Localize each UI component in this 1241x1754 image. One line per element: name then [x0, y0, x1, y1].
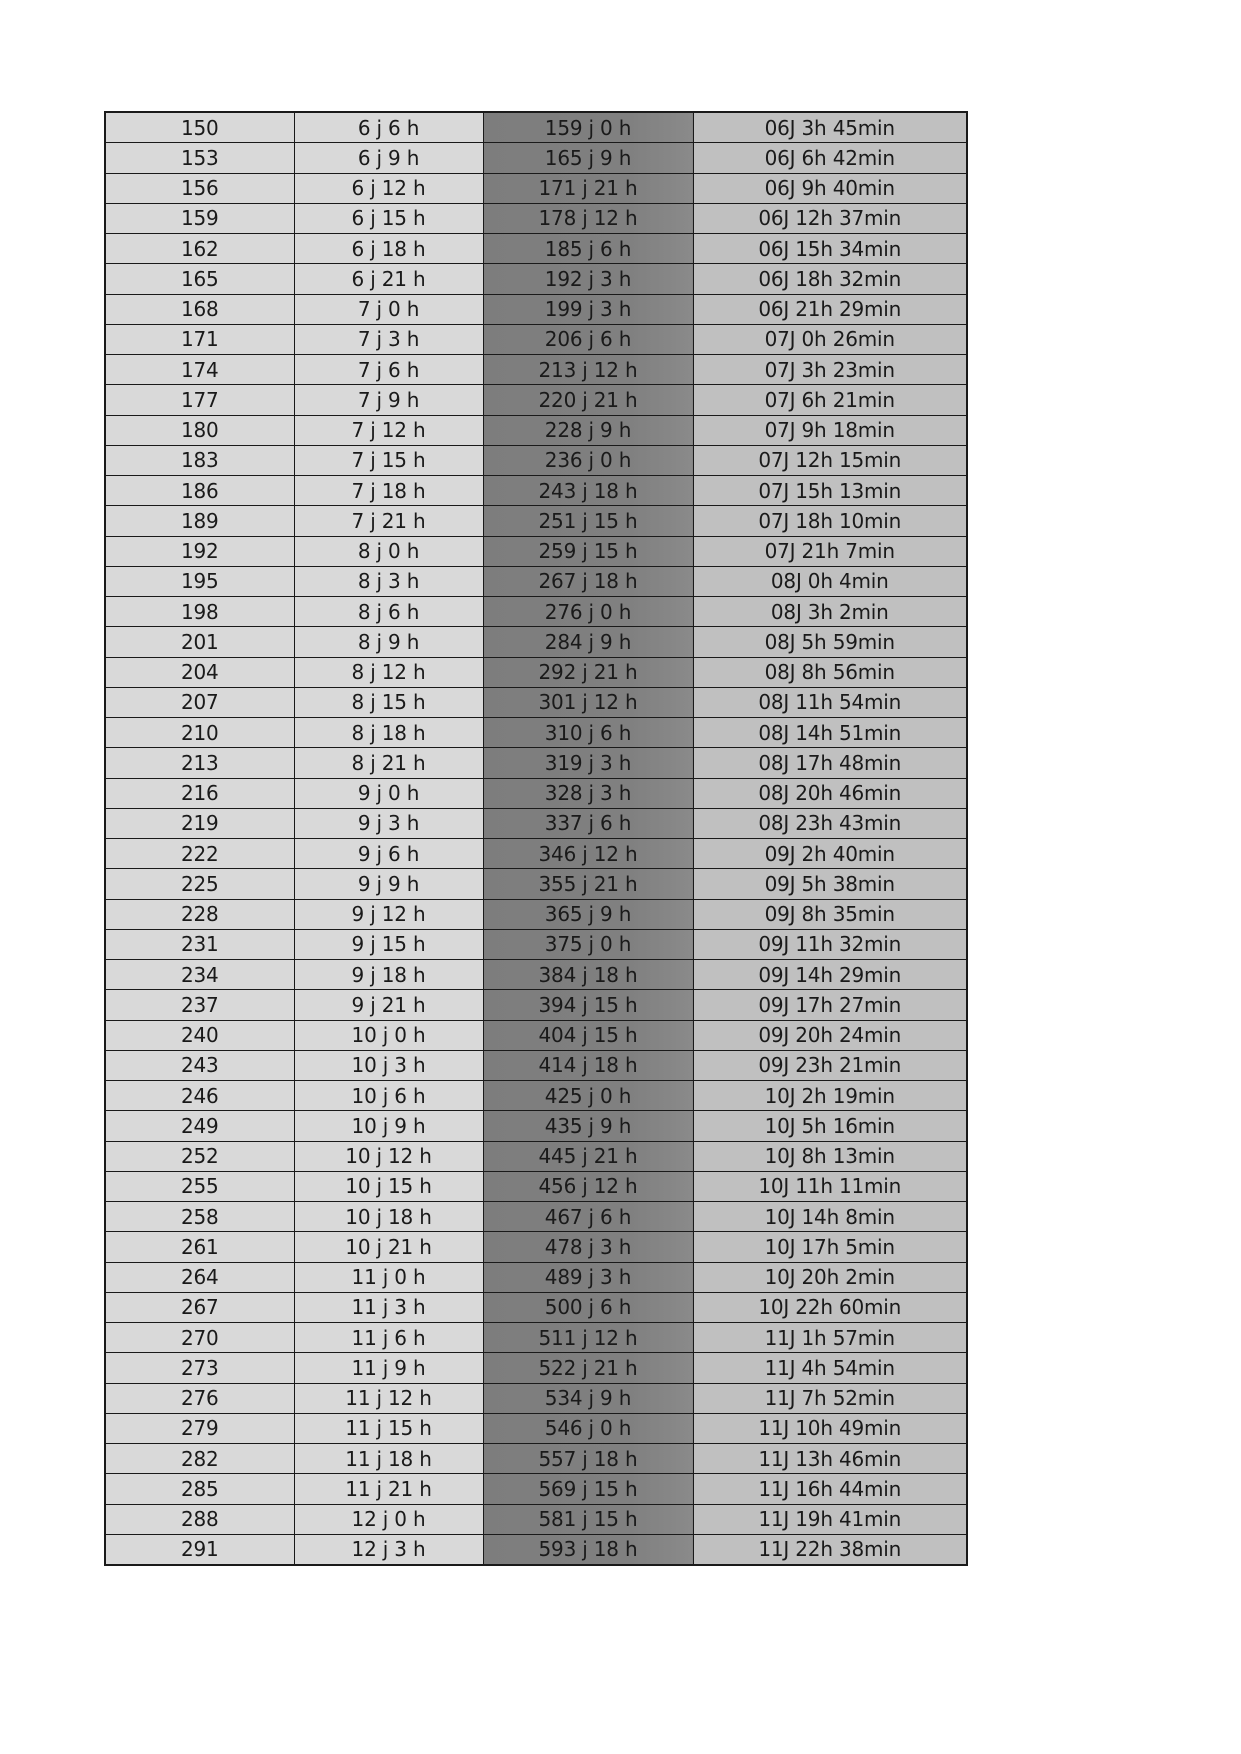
cell-duration: 09J 8h 35min — [693, 899, 967, 929]
cell-days-hours: 11 j 18 h — [294, 1444, 483, 1474]
cell-duration: 06J 6h 42min — [693, 143, 967, 173]
cell-total-days-hours: 355 j 21 h — [483, 869, 693, 899]
cell-total-days-hours: 534 j 9 h — [483, 1383, 693, 1413]
cell-total-days-hours: 511 j 12 h — [483, 1323, 693, 1353]
cell-value: 180 — [105, 415, 294, 445]
cell-days-hours: 7 j 18 h — [294, 476, 483, 506]
table-row — [105, 1444, 967, 1474]
table-row — [105, 1081, 967, 1111]
cell-duration: 10J 11h 11min — [693, 1171, 967, 1201]
cell-total-days-hours: 500 j 6 h — [483, 1292, 693, 1322]
table-row — [105, 173, 967, 203]
table-row — [105, 1323, 967, 1353]
table-row — [105, 445, 967, 475]
cell-duration: 09J 23h 21min — [693, 1050, 967, 1080]
table-row — [105, 476, 967, 506]
cell-total-days-hours: 259 j 15 h — [483, 536, 693, 566]
cell-value: 237 — [105, 990, 294, 1020]
cell-value: 231 — [105, 929, 294, 959]
table-row — [105, 929, 967, 959]
cell-value: 225 — [105, 869, 294, 899]
cell-total-days-hours: 213 j 12 h — [483, 355, 693, 385]
cell-days-hours: 7 j 6 h — [294, 355, 483, 385]
cell-duration: 06J 18h 32min — [693, 264, 967, 294]
cell-days-hours: 9 j 9 h — [294, 869, 483, 899]
cell-duration: 11J 16h 44min — [693, 1474, 967, 1504]
cell-days-hours: 6 j 18 h — [294, 234, 483, 264]
cell-duration: 11J 13h 46min — [693, 1444, 967, 1474]
cell-value: 156 — [105, 173, 294, 203]
cell-value: 288 — [105, 1504, 294, 1534]
cell-days-hours: 11 j 15 h — [294, 1413, 483, 1443]
cell-total-days-hours: 404 j 15 h — [483, 1020, 693, 1050]
table-row — [105, 899, 967, 929]
cell-value: 201 — [105, 627, 294, 657]
cell-total-days-hours: 456 j 12 h — [483, 1171, 693, 1201]
cell-value: 192 — [105, 536, 294, 566]
cell-total-days-hours: 292 j 21 h — [483, 657, 693, 687]
table-row — [105, 1474, 967, 1504]
cell-total-days-hours: 425 j 0 h — [483, 1081, 693, 1111]
cell-total-days-hours: 478 j 3 h — [483, 1232, 693, 1262]
table-row — [105, 808, 967, 838]
cell-total-days-hours: 243 j 18 h — [483, 476, 693, 506]
cell-value: 177 — [105, 385, 294, 415]
cell-total-days-hours: 467 j 6 h — [483, 1202, 693, 1232]
cell-value: 273 — [105, 1353, 294, 1383]
cell-duration: 07J 18h 10min — [693, 506, 967, 536]
cell-value: 279 — [105, 1413, 294, 1443]
cell-days-hours: 7 j 0 h — [294, 294, 483, 324]
cell-total-days-hours: 206 j 6 h — [483, 324, 693, 354]
cell-duration: 08J 20h 46min — [693, 778, 967, 808]
cell-days-hours: 11 j 12 h — [294, 1383, 483, 1413]
cell-days-hours: 10 j 0 h — [294, 1020, 483, 1050]
cell-days-hours: 8 j 3 h — [294, 566, 483, 596]
cell-value: 267 — [105, 1292, 294, 1322]
cell-duration: 10J 17h 5min — [693, 1232, 967, 1262]
table-row — [105, 597, 967, 627]
cell-duration: 08J 11h 54min — [693, 687, 967, 717]
cell-days-hours: 7 j 21 h — [294, 506, 483, 536]
cell-duration: 07J 3h 23min — [693, 355, 967, 385]
table-row — [105, 687, 967, 717]
data-table — [104, 111, 968, 1566]
cell-duration: 06J 21h 29min — [693, 294, 967, 324]
cell-duration: 08J 3h 2min — [693, 597, 967, 627]
cell-days-hours: 6 j 12 h — [294, 173, 483, 203]
cell-total-days-hours: 394 j 15 h — [483, 990, 693, 1020]
cell-days-hours: 12 j 0 h — [294, 1504, 483, 1534]
cell-total-days-hours: 220 j 21 h — [483, 385, 693, 415]
cell-total-days-hours: 310 j 6 h — [483, 718, 693, 748]
cell-value: 264 — [105, 1262, 294, 1292]
table-row — [105, 960, 967, 990]
cell-days-hours: 9 j 15 h — [294, 929, 483, 959]
cell-total-days-hours: 319 j 3 h — [483, 748, 693, 778]
cell-days-hours: 6 j 15 h — [294, 203, 483, 233]
table-row — [105, 1111, 967, 1141]
cell-total-days-hours: 251 j 15 h — [483, 506, 693, 536]
cell-days-hours: 10 j 12 h — [294, 1141, 483, 1171]
cell-duration: 07J 12h 15min — [693, 445, 967, 475]
cell-days-hours: 6 j 21 h — [294, 264, 483, 294]
cell-value: 150 — [105, 112, 294, 143]
cell-value: 261 — [105, 1232, 294, 1262]
cell-duration: 09J 14h 29min — [693, 960, 967, 990]
cell-value: 159 — [105, 203, 294, 233]
cell-value: 213 — [105, 748, 294, 778]
cell-total-days-hours: 375 j 0 h — [483, 929, 693, 959]
cell-days-hours: 11 j 21 h — [294, 1474, 483, 1504]
cell-days-hours: 8 j 18 h — [294, 718, 483, 748]
table-row — [105, 203, 967, 233]
cell-value: 210 — [105, 718, 294, 748]
cell-value: 282 — [105, 1444, 294, 1474]
cell-value: 168 — [105, 294, 294, 324]
cell-duration: 11J 1h 57min — [693, 1323, 967, 1353]
cell-days-hours: 11 j 3 h — [294, 1292, 483, 1322]
table-row — [105, 234, 967, 264]
cell-total-days-hours: 267 j 18 h — [483, 566, 693, 596]
cell-value: 222 — [105, 839, 294, 869]
cell-duration: 09J 20h 24min — [693, 1020, 967, 1050]
cell-days-hours: 10 j 21 h — [294, 1232, 483, 1262]
cell-duration: 07J 21h 7min — [693, 536, 967, 566]
table-body — [105, 112, 967, 1565]
cell-duration: 07J 0h 26min — [693, 324, 967, 354]
table-row — [105, 536, 967, 566]
cell-days-hours: 6 j 6 h — [294, 112, 483, 143]
cell-total-days-hours: 414 j 18 h — [483, 1050, 693, 1080]
cell-total-days-hours: 185 j 6 h — [483, 234, 693, 264]
cell-days-hours: 8 j 15 h — [294, 687, 483, 717]
cell-value: 255 — [105, 1171, 294, 1201]
cell-value: 249 — [105, 1111, 294, 1141]
cell-total-days-hours: 276 j 0 h — [483, 597, 693, 627]
cell-days-hours: 8 j 0 h — [294, 536, 483, 566]
cell-value: 240 — [105, 1020, 294, 1050]
cell-total-days-hours: 489 j 3 h — [483, 1262, 693, 1292]
table-row — [105, 990, 967, 1020]
cell-total-days-hours: 384 j 18 h — [483, 960, 693, 990]
table-row — [105, 112, 967, 143]
cell-days-hours: 8 j 6 h — [294, 597, 483, 627]
cell-days-hours: 6 j 9 h — [294, 143, 483, 173]
cell-value: 165 — [105, 264, 294, 294]
cell-total-days-hours: 593 j 18 h — [483, 1534, 693, 1565]
cell-days-hours: 7 j 3 h — [294, 324, 483, 354]
table-row — [105, 1262, 967, 1292]
cell-total-days-hours: 365 j 9 h — [483, 899, 693, 929]
table-row — [105, 1050, 967, 1080]
cell-value: 207 — [105, 687, 294, 717]
cell-duration: 06J 12h 37min — [693, 203, 967, 233]
cell-total-days-hours: 557 j 18 h — [483, 1444, 693, 1474]
cell-days-hours: 7 j 15 h — [294, 445, 483, 475]
cell-duration: 11J 4h 54min — [693, 1353, 967, 1383]
cell-total-days-hours: 199 j 3 h — [483, 294, 693, 324]
table-row — [105, 385, 967, 415]
table-row — [105, 1141, 967, 1171]
cell-total-days-hours: 569 j 15 h — [483, 1474, 693, 1504]
cell-days-hours: 11 j 9 h — [294, 1353, 483, 1383]
cell-value: 246 — [105, 1081, 294, 1111]
cell-duration: 08J 17h 48min — [693, 748, 967, 778]
table-row — [105, 324, 967, 354]
cell-duration: 09J 2h 40min — [693, 839, 967, 869]
cell-value: 285 — [105, 1474, 294, 1504]
cell-value: 243 — [105, 1050, 294, 1080]
table-row — [105, 1534, 967, 1565]
table-row — [105, 506, 967, 536]
cell-total-days-hours: 435 j 9 h — [483, 1111, 693, 1141]
cell-value: 219 — [105, 808, 294, 838]
table-row — [105, 1020, 967, 1050]
cell-total-days-hours: 546 j 0 h — [483, 1413, 693, 1443]
cell-value: 183 — [105, 445, 294, 475]
cell-duration: 10J 22h 60min — [693, 1292, 967, 1322]
cell-days-hours: 9 j 6 h — [294, 839, 483, 869]
cell-value: 204 — [105, 657, 294, 687]
table-row — [105, 1413, 967, 1443]
cell-value: 234 — [105, 960, 294, 990]
table-row — [105, 748, 967, 778]
cell-total-days-hours: 192 j 3 h — [483, 264, 693, 294]
table-row — [105, 839, 967, 869]
table-row — [105, 1171, 967, 1201]
cell-value: 189 — [105, 506, 294, 536]
cell-value: 228 — [105, 899, 294, 929]
cell-total-days-hours: 284 j 9 h — [483, 627, 693, 657]
cell-duration: 07J 15h 13min — [693, 476, 967, 506]
table-row — [105, 415, 967, 445]
cell-value: 171 — [105, 324, 294, 354]
cell-total-days-hours: 178 j 12 h — [483, 203, 693, 233]
cell-value: 153 — [105, 143, 294, 173]
table-row — [105, 1353, 967, 1383]
cell-value: 174 — [105, 355, 294, 385]
cell-value: 216 — [105, 778, 294, 808]
cell-days-hours: 7 j 9 h — [294, 385, 483, 415]
cell-value: 195 — [105, 566, 294, 596]
cell-duration: 10J 14h 8min — [693, 1202, 967, 1232]
cell-duration: 06J 9h 40min — [693, 173, 967, 203]
table-row — [105, 627, 967, 657]
cell-total-days-hours: 171 j 21 h — [483, 173, 693, 203]
table-row — [105, 264, 967, 294]
cell-value: 270 — [105, 1323, 294, 1353]
cell-days-hours: 9 j 21 h — [294, 990, 483, 1020]
cell-total-days-hours: 159 j 0 h — [483, 112, 693, 143]
cell-value: 291 — [105, 1534, 294, 1565]
cell-days-hours: 8 j 12 h — [294, 657, 483, 687]
cell-total-days-hours: 337 j 6 h — [483, 808, 693, 838]
cell-value: 276 — [105, 1383, 294, 1413]
cell-duration: 08J 5h 59min — [693, 627, 967, 657]
cell-duration: 06J 15h 34min — [693, 234, 967, 264]
cell-value: 186 — [105, 476, 294, 506]
cell-total-days-hours: 165 j 9 h — [483, 143, 693, 173]
cell-days-hours: 11 j 6 h — [294, 1323, 483, 1353]
cell-duration: 07J 6h 21min — [693, 385, 967, 415]
cell-duration: 10J 2h 19min — [693, 1081, 967, 1111]
table-row — [105, 566, 967, 596]
cell-total-days-hours: 445 j 21 h — [483, 1141, 693, 1171]
cell-days-hours: 7 j 12 h — [294, 415, 483, 445]
table-row — [105, 1232, 967, 1262]
cell-days-hours: 9 j 0 h — [294, 778, 483, 808]
cell-duration: 07J 9h 18min — [693, 415, 967, 445]
table-row — [105, 778, 967, 808]
cell-total-days-hours: 346 j 12 h — [483, 839, 693, 869]
cell-duration: 11J 10h 49min — [693, 1413, 967, 1443]
cell-days-hours: 9 j 18 h — [294, 960, 483, 990]
cell-duration: 08J 8h 56min — [693, 657, 967, 687]
cell-duration: 10J 5h 16min — [693, 1111, 967, 1141]
cell-duration: 06J 3h 45min — [693, 112, 967, 143]
cell-duration: 11J 19h 41min — [693, 1504, 967, 1534]
cell-days-hours: 10 j 9 h — [294, 1111, 483, 1141]
cell-duration: 11J 7h 52min — [693, 1383, 967, 1413]
table-row — [105, 1202, 967, 1232]
cell-duration: 09J 5h 38min — [693, 869, 967, 899]
table-row — [105, 1504, 967, 1534]
cell-total-days-hours: 228 j 9 h — [483, 415, 693, 445]
table-row — [105, 718, 967, 748]
cell-days-hours: 8 j 21 h — [294, 748, 483, 778]
cell-duration: 10J 20h 2min — [693, 1262, 967, 1292]
cell-duration: 08J 23h 43min — [693, 808, 967, 838]
table-row — [105, 355, 967, 385]
cell-value: 198 — [105, 597, 294, 627]
cell-duration: 10J 8h 13min — [693, 1141, 967, 1171]
cell-duration: 09J 17h 27min — [693, 990, 967, 1020]
cell-days-hours: 12 j 3 h — [294, 1534, 483, 1565]
cell-days-hours: 11 j 0 h — [294, 1262, 483, 1292]
cell-days-hours: 9 j 3 h — [294, 808, 483, 838]
table-row — [105, 143, 967, 173]
cell-days-hours: 9 j 12 h — [294, 899, 483, 929]
cell-days-hours: 10 j 3 h — [294, 1050, 483, 1080]
cell-days-hours: 10 j 15 h — [294, 1171, 483, 1201]
cell-total-days-hours: 581 j 15 h — [483, 1504, 693, 1534]
cell-total-days-hours: 301 j 12 h — [483, 687, 693, 717]
cell-days-hours: 8 j 9 h — [294, 627, 483, 657]
cell-duration: 11J 22h 38min — [693, 1534, 967, 1565]
cell-days-hours: 10 j 18 h — [294, 1202, 483, 1232]
table-row — [105, 869, 967, 899]
table-row — [105, 657, 967, 687]
cell-value: 162 — [105, 234, 294, 264]
cell-duration: 09J 11h 32min — [693, 929, 967, 959]
cell-duration: 08J 0h 4min — [693, 566, 967, 596]
cell-value: 252 — [105, 1141, 294, 1171]
cell-duration: 08J 14h 51min — [693, 718, 967, 748]
cell-value: 258 — [105, 1202, 294, 1232]
table-row — [105, 294, 967, 324]
cell-total-days-hours: 328 j 3 h — [483, 778, 693, 808]
cell-days-hours: 10 j 6 h — [294, 1081, 483, 1111]
cell-total-days-hours: 522 j 21 h — [483, 1353, 693, 1383]
cell-total-days-hours: 236 j 0 h — [483, 445, 693, 475]
table-row — [105, 1383, 967, 1413]
table-row — [105, 1292, 967, 1322]
